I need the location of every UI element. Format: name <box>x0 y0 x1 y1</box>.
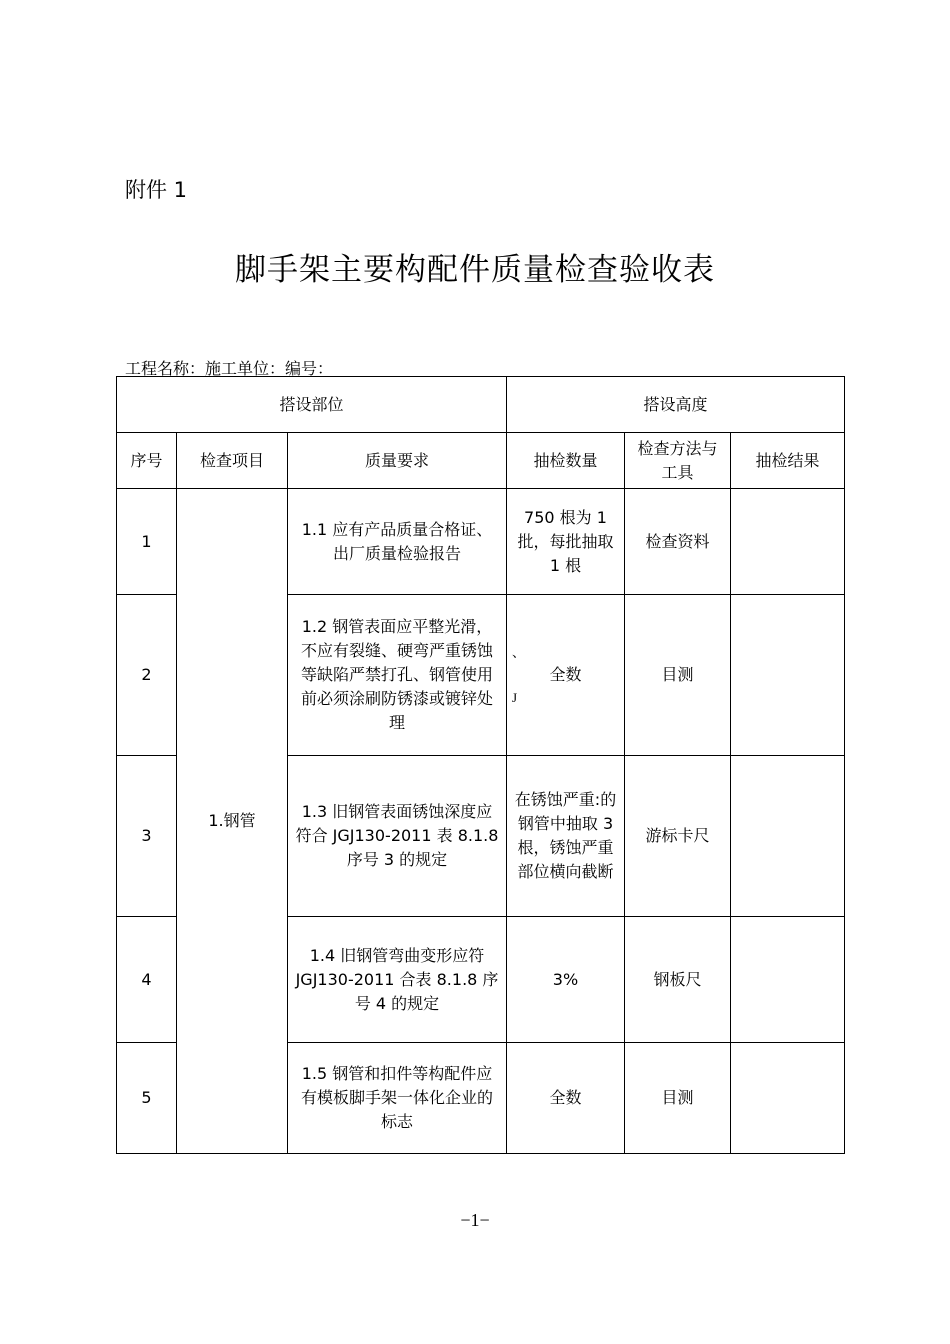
row-result <box>731 1043 845 1154</box>
col-header-item: 检查项目 <box>177 433 288 489</box>
col-header-method: 检查方法与工具 <box>625 433 731 489</box>
row-requirement: 1.3 旧钢管表面锈蚀深度应符合 JGJ130-2011 表 8.1.8 序号 3 的规定 <box>288 756 507 917</box>
project-info-line: 工程名称：施工单位：编号： <box>125 359 334 378</box>
row-result <box>731 489 845 595</box>
col-header-sample: 抽检数量 <box>507 433 625 489</box>
row-requirement: 1.4 旧钢管弯曲变形应符 JGJ130-2011 合表 8.1.8 序号 4 的规定 <box>288 917 507 1043</box>
row-method: 目测 <box>625 595 731 756</box>
row-result <box>731 595 845 756</box>
col-header-requirement: 质量要求 <box>288 433 507 489</box>
row-sample: 3% <box>507 917 625 1043</box>
attachment-label: 附件 1 <box>125 178 188 202</box>
row-requirement: 1.5 钢管和扣件等构配件应有模板脚手架一体化企业的标志 <box>288 1043 507 1154</box>
document-title: 脚手架主要构配件质量检查验收表 <box>235 252 715 288</box>
row-sample: 全数 <box>507 595 625 756</box>
header-location-row <box>117 377 845 433</box>
col-header-result: 抽检结果 <box>731 433 845 489</box>
page-number: −1− <box>460 1210 490 1230</box>
row-no: 2 <box>117 595 177 756</box>
row-no: 3 <box>117 756 177 917</box>
row-sample: 750 根为 1 批，每批抽取 1 根 <box>507 489 625 595</box>
table-row <box>117 489 845 595</box>
stray-mark: J <box>512 690 518 705</box>
row-no: 4 <box>117 917 177 1043</box>
height-header-cell: 搭设高度 <box>507 377 845 433</box>
row-no: 1 <box>117 489 177 595</box>
row-method: 游标卡尺 <box>625 756 731 917</box>
row-result <box>731 917 845 1043</box>
row-sample: 全数 <box>507 1043 625 1154</box>
row-requirement: 1.2 钢管表面应平整光滑，不应有裂缝、硬弯严重锈蚀等缺陷严禁打孔、钢管使用前必须涂刷防锈漆或镀锌处理 <box>288 595 507 756</box>
column-header-row <box>117 433 845 489</box>
row-method: 检查资料 <box>625 489 731 595</box>
row-no: 5 <box>117 1043 177 1154</box>
row-sample: 在锈蚀严重:的钢管中抽取 3 根，锈蚀严重部位横向截断 <box>507 756 625 917</box>
row-result <box>731 756 845 917</box>
row-method: 目测 <box>625 1043 731 1154</box>
row-requirement: 1.1 应有产品质量合格证、出厂质量检验报告 <box>288 489 507 595</box>
row-method: 钢板尺 <box>625 917 731 1043</box>
inspection-table <box>116 376 845 1154</box>
item-group-cell: 1.钢管 <box>177 489 288 1154</box>
col-header-no: 序号 <box>117 433 177 489</box>
location-header-cell: 搭设部位 <box>117 377 507 433</box>
stray-mark: 、 <box>512 645 526 660</box>
